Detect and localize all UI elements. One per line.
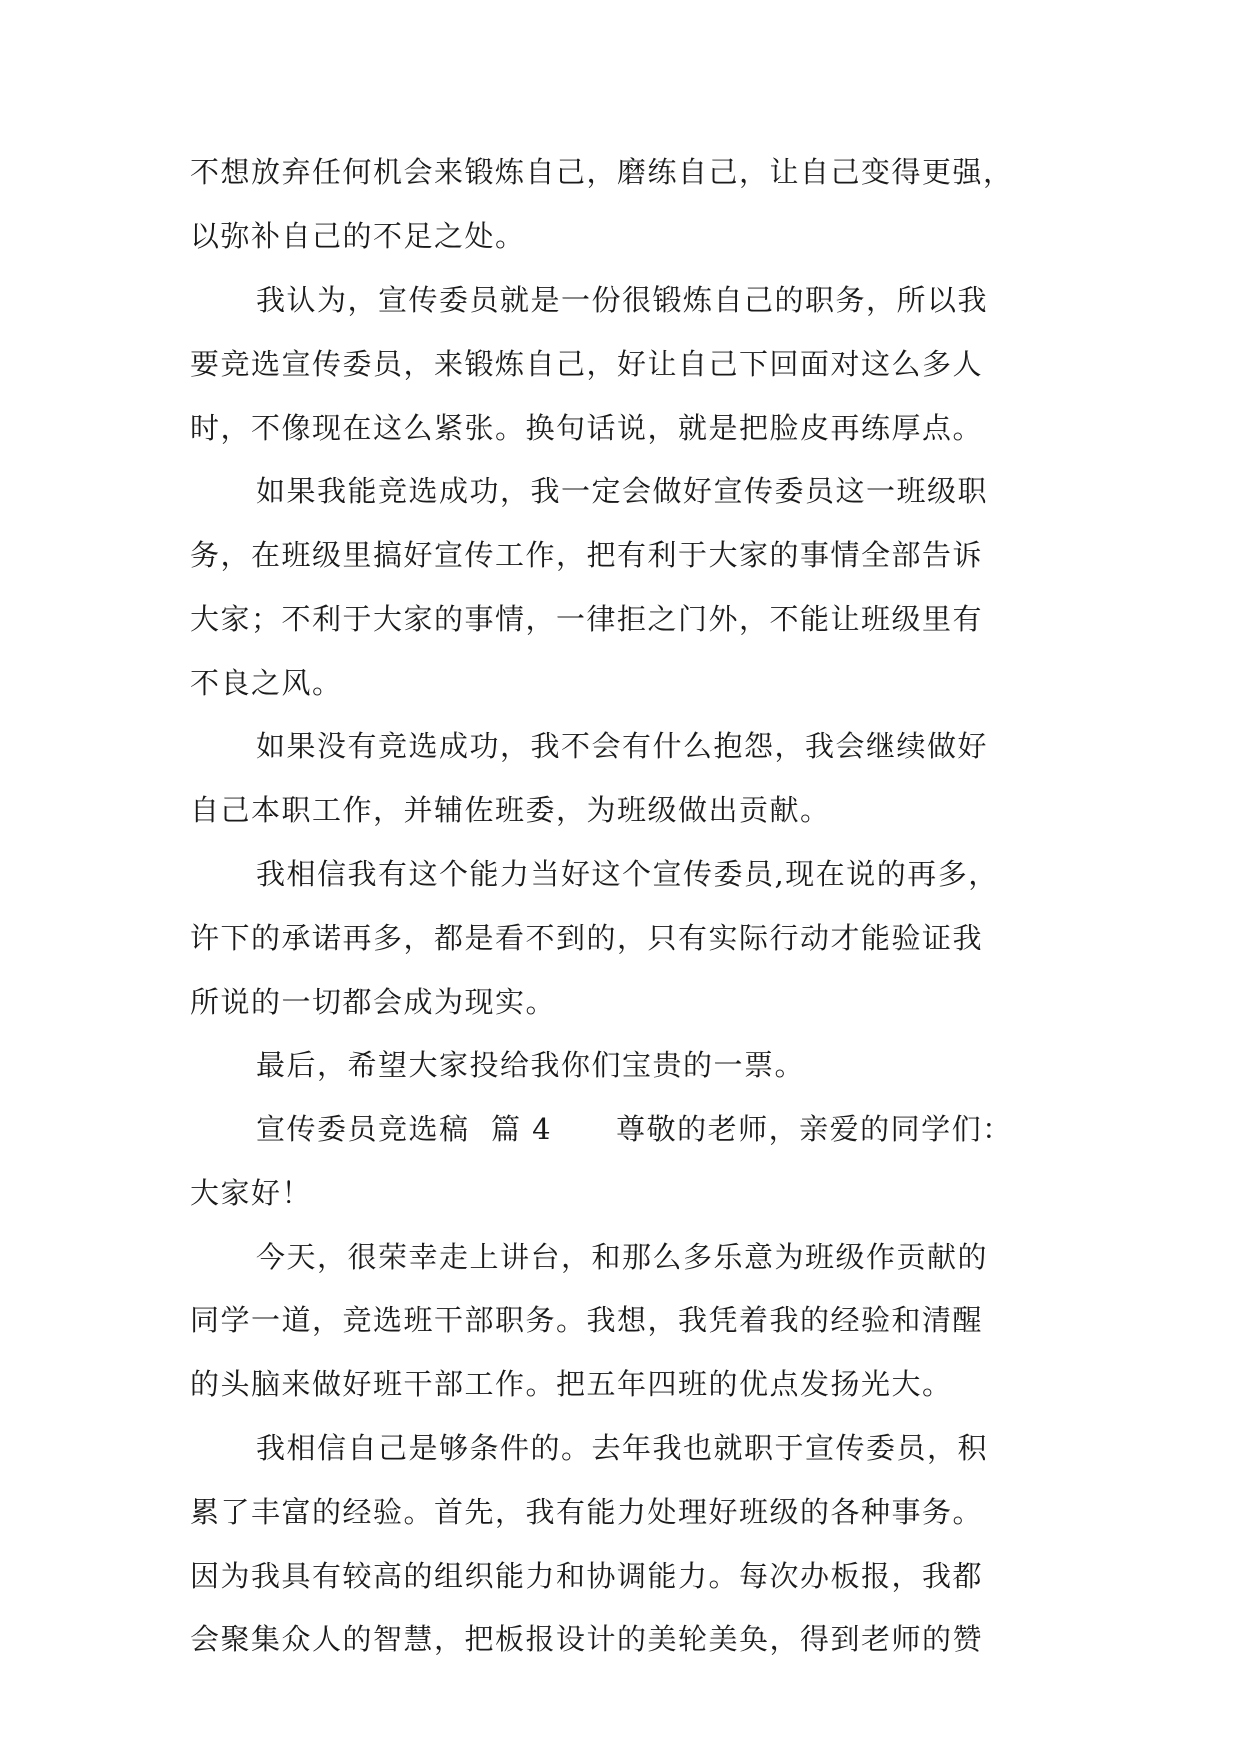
text-line: 不想放弃任何机会来锻炼自己，磨练自己，让自己变得更强， [190,155,1014,189]
paragraph-start-line: 我认为，宣传委员就是一份很锻炼自己的职务，所以我 [256,283,989,317]
text-line: 自己本职工作，并辅佐班委，为班级做出贡献。 [190,793,831,827]
section-number: 篇 4 [490,1112,553,1146]
paragraph-start-line: 我相信自己是够条件的。去年我也就职于宣传委员，积 [256,1431,989,1465]
section-title: 宣传委员竞选稿 [256,1112,470,1146]
text-line: 累了丰富的经验。首先，我有能力处理好班级的各种事务。 [190,1495,984,1529]
text-line: 因为我具有较高的组织能力和协调能力。每次办板报，我都 [190,1559,984,1593]
text-line: 要竞选宣传委员，来锻炼自己，好让自己下回面对这么多人 [190,347,984,381]
paragraph-start-line: 最后，希望大家投给我你们宝贵的一票。 [256,1048,806,1082]
paragraph-start-line: 我相信我有这个能力当好这个宣传委员,现在说的再多， [256,857,999,891]
paragraph-start-line: 今天，很荣幸走上讲台，和那么多乐意为班级作贡献的 [256,1240,989,1274]
text-line: 所说的一切都会成为现实。 [190,985,557,1019]
text-line: 以弥补自己的不足之处。 [190,219,526,253]
text-line: 会聚集众人的智慧，把板报设计的美轮美奂，得到老师的赞 [190,1622,984,1656]
section-heading-line [256,1109,1013,1149]
paragraph-start-line: 如果没有竞选成功，我不会有什么抱怨，我会继续做好 [256,729,989,763]
text-line: 务，在班级里搞好宣传工作，把有利于大家的事情全部告诉 [190,538,984,572]
text-line: 大家；不利于大家的事情，一律拒之门外，不能让班级里有 [190,602,984,636]
text-line: 同学一道，竞选班干部职务。我想，我凭着我的经验和清醒 [190,1303,984,1337]
text-line: 大家好！ [190,1176,313,1210]
text-line: 的头脑来做好班干部工作。把五年四班的优点发扬光大。 [190,1367,953,1401]
text-line: 许下的承诺再多，都是看不到的，只有实际行动才能验证我 [190,921,984,955]
paragraph-start-line: 如果我能竞选成功，我一定会做好宣传委员这一班级职 [256,474,989,508]
text-line: 不良之风。 [190,666,343,700]
greeting: 尊敬的老师，亲爱的同学们： [616,1112,1013,1146]
text-line: 时，不像现在这么紧张。换句话说，就是把脸皮再练厚点。 [190,411,984,445]
